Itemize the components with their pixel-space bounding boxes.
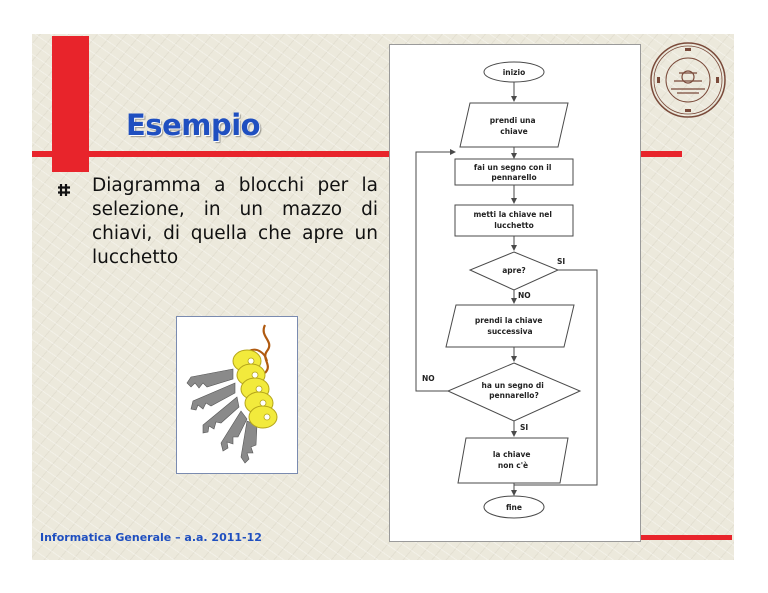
flow-mark-key-line1: fai un segno con il: [473, 163, 552, 172]
flow-no-key-line2: non c'è: [497, 461, 529, 470]
flow-end-label: fine: [506, 503, 522, 512]
flow-decision-opens-label: apre?: [502, 266, 526, 275]
bullet-text: Diagramma a blocchi per la selezione, in un mazzo di chiavi, di quella che apre un lucchetto: [92, 175, 378, 268]
flow-label-no-2: NO: [422, 374, 435, 383]
flow-decision-marked-line1: ha un segno di: [481, 381, 544, 390]
university-seal-icon: [649, 41, 727, 119]
flow-label-yes-2: SI: [520, 423, 529, 432]
flow-decision-marked-line2: pennarello?: [489, 391, 539, 400]
svg-text:ha un segno di pennarell: [482, 381, 547, 400]
flow-label-yes-1: SI: [557, 257, 566, 266]
flow-input-take-next: [446, 305, 574, 347]
flow-label-no-1: NO: [518, 291, 531, 300]
flow-no-key-line1: la chiave: [492, 450, 531, 459]
flow-take-key-line1: prendi una: [489, 116, 536, 125]
flow-take-next-line2: successiva: [487, 327, 533, 336]
flow-mark-key-line2: pennarello: [491, 173, 537, 182]
keyring-icon: [177, 317, 297, 473]
flow-take-next-line1: prendi la chiave: [474, 316, 543, 325]
keyring-illustration: [176, 316, 298, 474]
flow-start-label: inizio: [502, 68, 526, 77]
flow-take-key-line2: chiave: [500, 127, 528, 136]
hash-bullet-icon: [56, 182, 72, 198]
slide-title: Esempio: [126, 108, 261, 142]
flowchart: [390, 45, 640, 541]
footer-course-label: Informatica Generale – a.a. 2011-12: [40, 531, 262, 544]
flow-try-key-line1: metti la chiave nel: [473, 210, 552, 219]
flow-input-take-key: [460, 103, 568, 147]
flow-try-key-line2: lucchetto: [494, 221, 534, 230]
flowchart-panel: [389, 44, 641, 542]
